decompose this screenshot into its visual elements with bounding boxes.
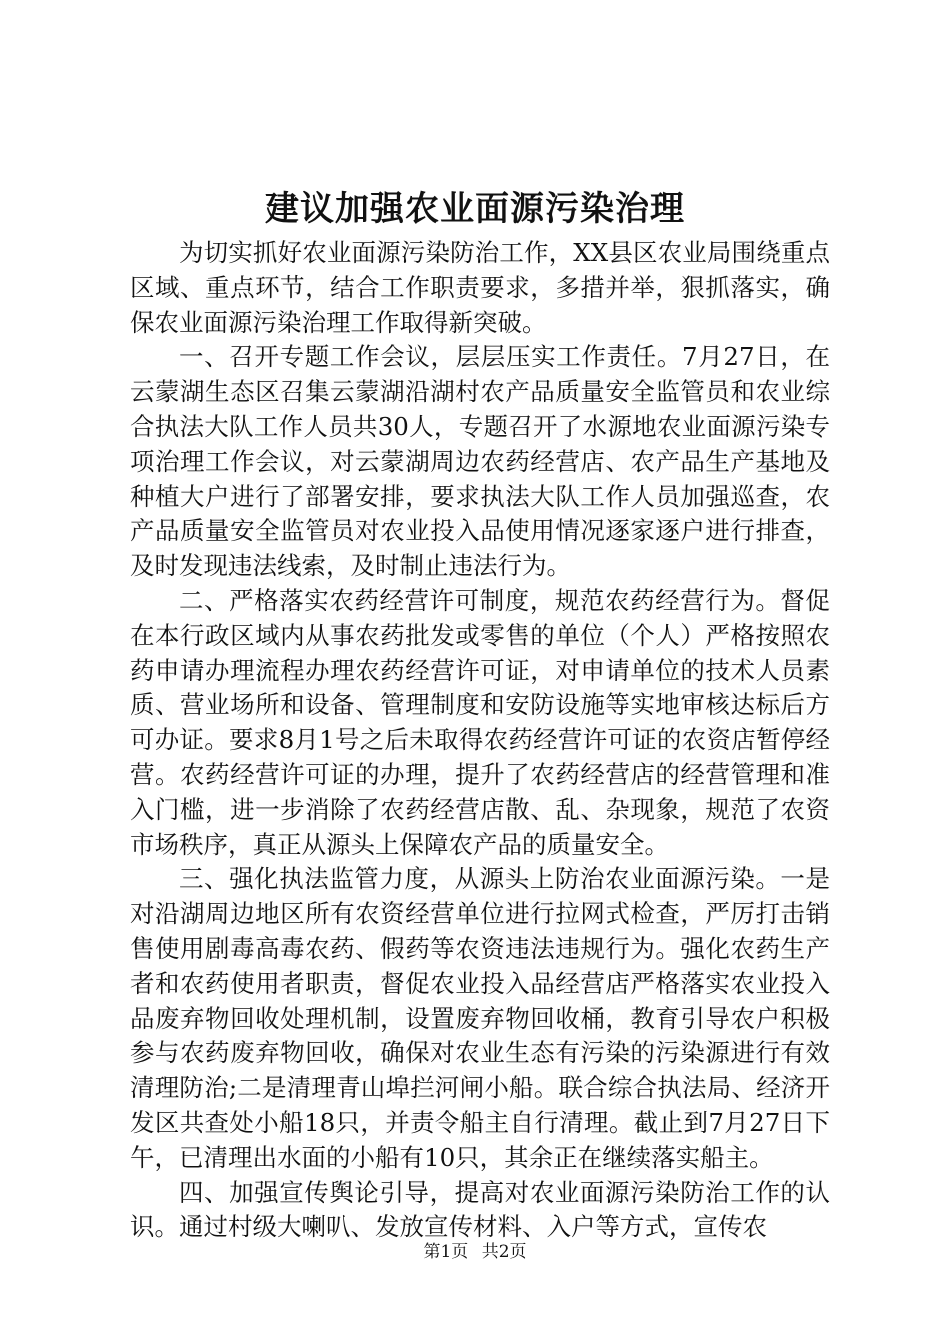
paragraph-intro: 为切实抓好农业面源污染防治工作，XX县区农业局围绕重点区域、重点环节，结合工作职责要求，多措并举，狠抓落实，确保农业面源污染治理工作取得新突破。 [130,238,830,337]
paragraph-section-1: 一、召开专题工作会议，层层压实工作责任。7月27日，在云蒙湖生态区召集云蒙湖沿湖村农产品质量安全监管员和农业综合执法大队工作人员共30人，专题召开了水源地农业面源污染专项治理工作会议，对云蒙湖周边农药经营店、农产品生产基地及种植大户进行了部署安排，要求执法大队工作人员加强巡查，农产品质量安全监管员对农业投入品使用情况逐家逐户进行排查，及时发现违法线索，及时制止违法行为。 [130,342,830,581]
page-total: 共2页 [481,1242,527,1262]
paragraph-section-2: 二、严格落实农药经营许可制度，规范农药经营行为。督促在本行政区域内从事农药批发或零售的单位（个人）严格按照农药申请办理流程办理农药经营许可证，对申请单位的技术人员素质、营业场所和设备、管理制度和安防设施等实地审核达标后方可办证。要求8月1号之后未取得农药经营许可证的农资店暂停经营。农药经营许可证的办理，提升了农药经营店的经营管理和准入门槛，进一步消除了农药经营店散、乱、杂现象，规范了农资市场秩序，真正从源头上保障农产品的质量安全。 [130,585,830,859]
page-footer [0,1240,950,1264]
document-body [130,236,830,1245]
document-title: 建议加强农业面源污染治理 [265,189,685,229]
page-number: 第1页 [423,1242,469,1262]
paragraph-section-4: 四、加强宣传舆论引导，提高对农业面源污染防治工作的认识。通过村级大喇叭、发放宣传材料、入户等方式，宣传农 [130,1177,830,1242]
paragraph-section-3: 三、强化执法监管力度，从源头上防治农业面源污染。一是对沿湖周边地区所有农资经营单位进行拉网式检查，严厉打击销售使用剧毒高毒农药、假药等农资违法违规行为。强化农药生产者和农药使用者职责，督促农业投入品经营店严格落实农业投入品废弃物回收处理机制，设置废弃物回收桶，教育引导农户积极参与农药废弃物回收，确保对农业生态有污染的污染源进行有效清理防治;二是清理青山埠拦河闸小船。联合综合执法局、经济开发区共查处小船18只，并责令船主自行清理。截止到7月27日下午，已清理出水面的小船有10只，其余正在继续落实船主。 [130,864,830,1172]
